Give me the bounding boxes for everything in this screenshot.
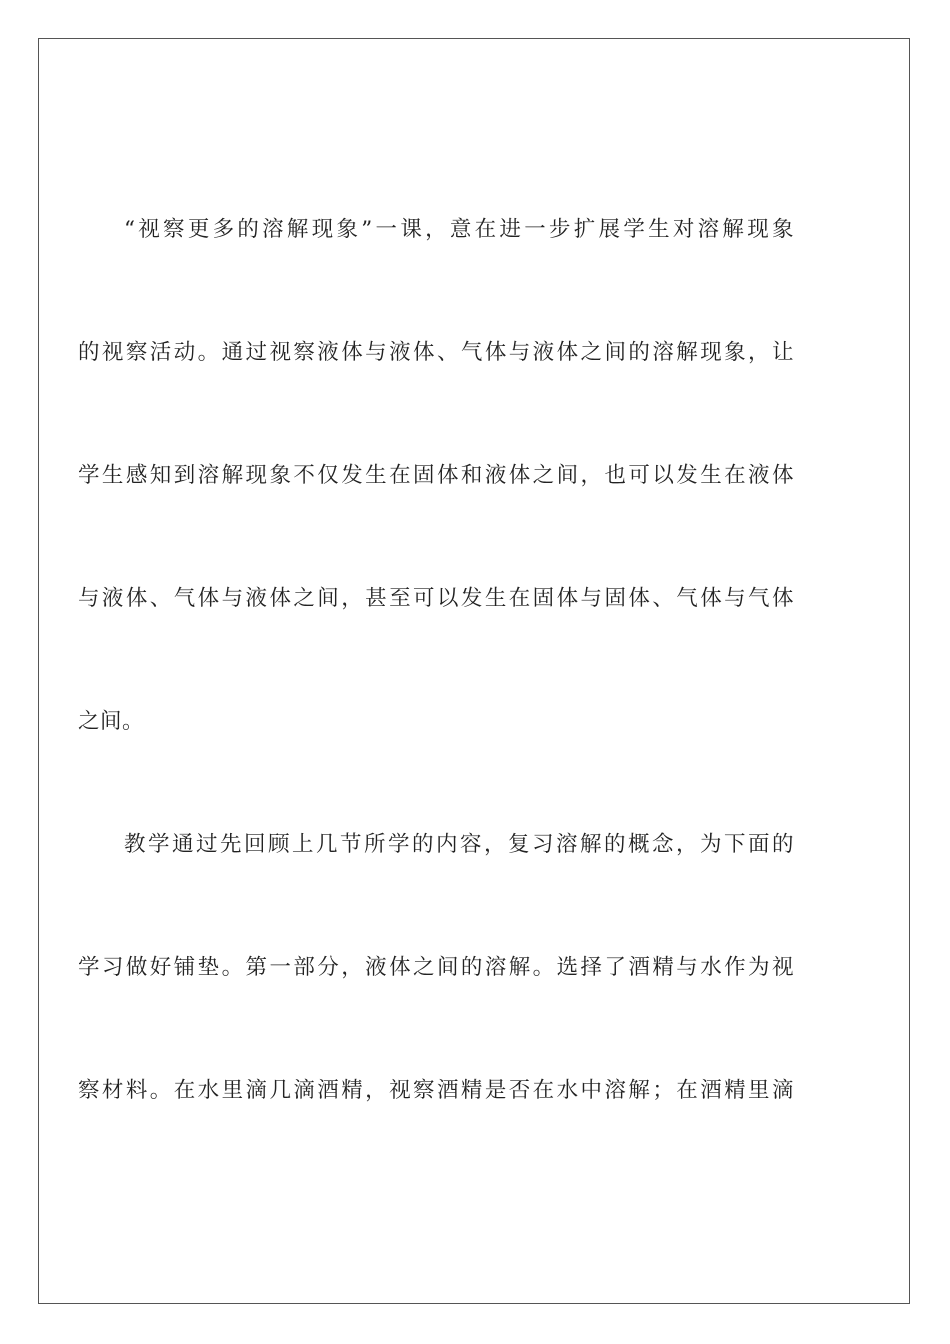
- document-body: [78, 212, 794, 1196]
- paragraph-line: 之间。: [78, 709, 145, 734]
- paragraph-line: “视察更多的溶解现象”一课，意在进一步扩展学生对溶解现象: [124, 217, 794, 242]
- paragraph-2: [78, 827, 794, 1196]
- paragraph-line: 察材料。在水里滴几滴酒精，视察酒精是否在水中溶解；在酒精里滴: [78, 1078, 794, 1103]
- paragraph-line: 学生感知到溶解现象不仅发生在固体和液体之间，也可以发生在液体: [78, 463, 794, 488]
- paragraph-line: 的视察活动。通过视察液体与液体、气体与液体之间的溶解现象，让: [78, 340, 794, 365]
- paragraph-line: 与液体、气体与液体之间，甚至可以发生在固体与固体、气体与气体: [78, 586, 794, 611]
- paragraph-1: [78, 212, 794, 827]
- paragraph-line: 教学通过先回顾上几节所学的内容，复习溶解的概念，为下面的: [124, 832, 794, 857]
- paragraph-line: 学习做好铺垫。第一部分，液体之间的溶解。选择了酒精与水作为视: [78, 955, 794, 980]
